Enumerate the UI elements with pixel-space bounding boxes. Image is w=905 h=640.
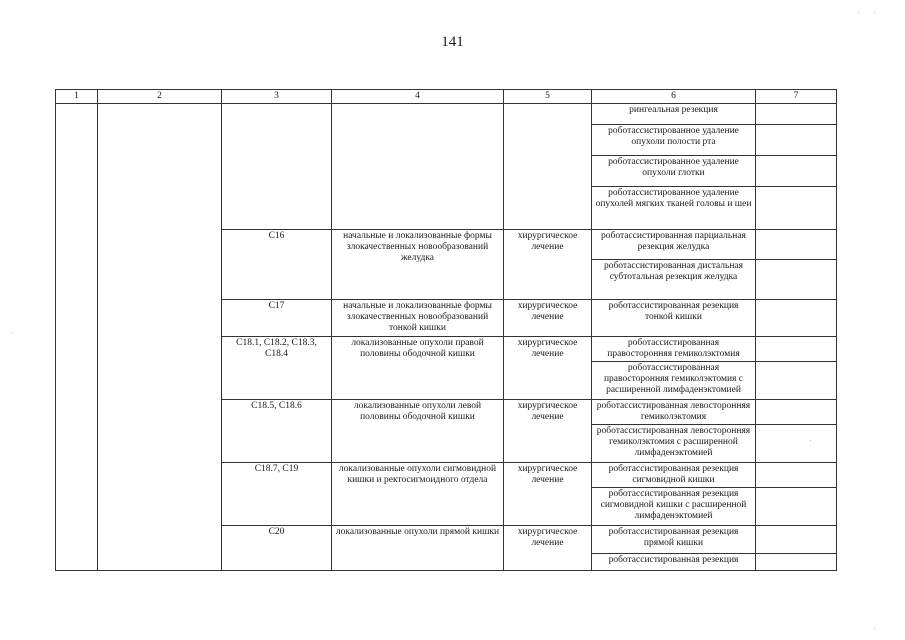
- method-cell: роботассистированная резекция тонкой кишки: [592, 300, 756, 337]
- method-cell: роботассистированная левосторонняя гемиколэктомия: [592, 400, 756, 425]
- diagnosis-cell: начальные и локализованные формы злокачественных новообразований желудка: [332, 230, 504, 300]
- code-cell: C20: [222, 526, 332, 571]
- header-cell: 1: [56, 90, 98, 104]
- header-cell: 3: [222, 90, 332, 104]
- col7-cell: [756, 156, 837, 187]
- scan-speck: [810, 440, 811, 441]
- col7-cell: [756, 187, 837, 230]
- col7-cell: [756, 463, 837, 488]
- scan-speck: [858, 12, 859, 13]
- diagnosis-cell: локализованные опухоли сигмовидной кишки и ректосигмоидного отдела: [332, 463, 504, 526]
- scan-speck: [12, 332, 13, 333]
- method-cell: роботассистированная парциальная резекция желудка: [592, 230, 756, 260]
- scan-speck: [874, 628, 875, 629]
- method-cell: роботассистированная резекция: [592, 554, 756, 571]
- col7-cell: [756, 104, 837, 125]
- treatment-cell: хирургическое лечение: [504, 400, 592, 463]
- diagnosis-cell: локализованные опухоли прямой кишки: [332, 526, 504, 571]
- table-row: [56, 104, 837, 125]
- header-cell: 7: [756, 90, 837, 104]
- col7-cell: [756, 260, 837, 300]
- diagnosis-cell: [332, 104, 504, 230]
- col7-cell: [756, 554, 837, 571]
- code-cell: [222, 104, 332, 230]
- treatment-cell: [504, 104, 592, 230]
- method-cell: роботассистированная левосторонняя гемиколэктомия с расширенной лимфаденэктомией: [592, 425, 756, 463]
- treatment-cell: хирургическое лечение: [504, 526, 592, 571]
- header-cell: 2: [98, 90, 222, 104]
- diagnosis-cell: локализованные опухоли левой половины ободочной кишки: [332, 400, 504, 463]
- code-cell: C16: [222, 230, 332, 300]
- method-cell: рингеальная резекция: [592, 104, 756, 125]
- diagnosis-cell: локализованные опухоли правой половины ободочной кишки: [332, 337, 504, 400]
- code-cell: C18.7, C19: [222, 463, 332, 526]
- col7-cell: [756, 337, 837, 362]
- page-number: 141: [441, 34, 464, 50]
- treatment-cell: хирургическое лечение: [504, 300, 592, 337]
- code-cell: C17: [222, 300, 332, 337]
- code-cell: C18.5, C18.6: [222, 400, 332, 463]
- treatment-cell: хирургическое лечение: [504, 230, 592, 300]
- method-cell: роботассистированная резекция сигмовидной кишки с расширенной лимфаденэктомией: [592, 488, 756, 526]
- medical-procedures-table: [55, 89, 837, 571]
- treatment-cell: хирургическое лечение: [504, 337, 592, 400]
- method-cell: роботассистированная резекция сигмовидной кишки: [592, 463, 756, 488]
- method-cell: роботассистированное удаление опухолей мягких тканей головы и шеи: [592, 187, 756, 230]
- code-cell: C18.1, C18.2, C18.3, C18.4: [222, 337, 332, 400]
- method-cell: роботассистированная правосторонняя гемиколэктомия: [592, 337, 756, 362]
- col7-cell: [756, 526, 837, 554]
- header-cell: 5: [504, 90, 592, 104]
- treatment-cell: хирургическое лечение: [504, 463, 592, 526]
- col1-cell: [56, 104, 98, 571]
- col7-cell: [756, 488, 837, 526]
- col7-cell: [756, 230, 837, 260]
- diagnosis-cell: начальные и локализованные формы злокачественных новообразований тонкой кишки: [332, 300, 504, 337]
- col7-cell: [756, 300, 837, 337]
- col2-cell: [98, 104, 222, 571]
- method-cell: роботассистированное удаление опухоли полости рта: [592, 125, 756, 156]
- col7-cell: [756, 425, 837, 463]
- method-cell: роботассистированная правосторонняя гемиколэктомия с расширенной лимфаденэктомией: [592, 362, 756, 400]
- scan-speck: [874, 12, 875, 13]
- method-cell: роботассистированная дистальная субтотальная резекция желудка: [592, 260, 756, 300]
- col7-cell: [756, 125, 837, 156]
- method-cell: роботассистированная резекция прямой кишки: [592, 526, 756, 554]
- col7-cell: [756, 362, 837, 400]
- header-cell: 6: [592, 90, 756, 104]
- method-cell: роботассистированное удаление опухоли глотки: [592, 156, 756, 187]
- header-row: [56, 90, 837, 104]
- header-cell: 4: [332, 90, 504, 104]
- col7-cell: [756, 400, 837, 425]
